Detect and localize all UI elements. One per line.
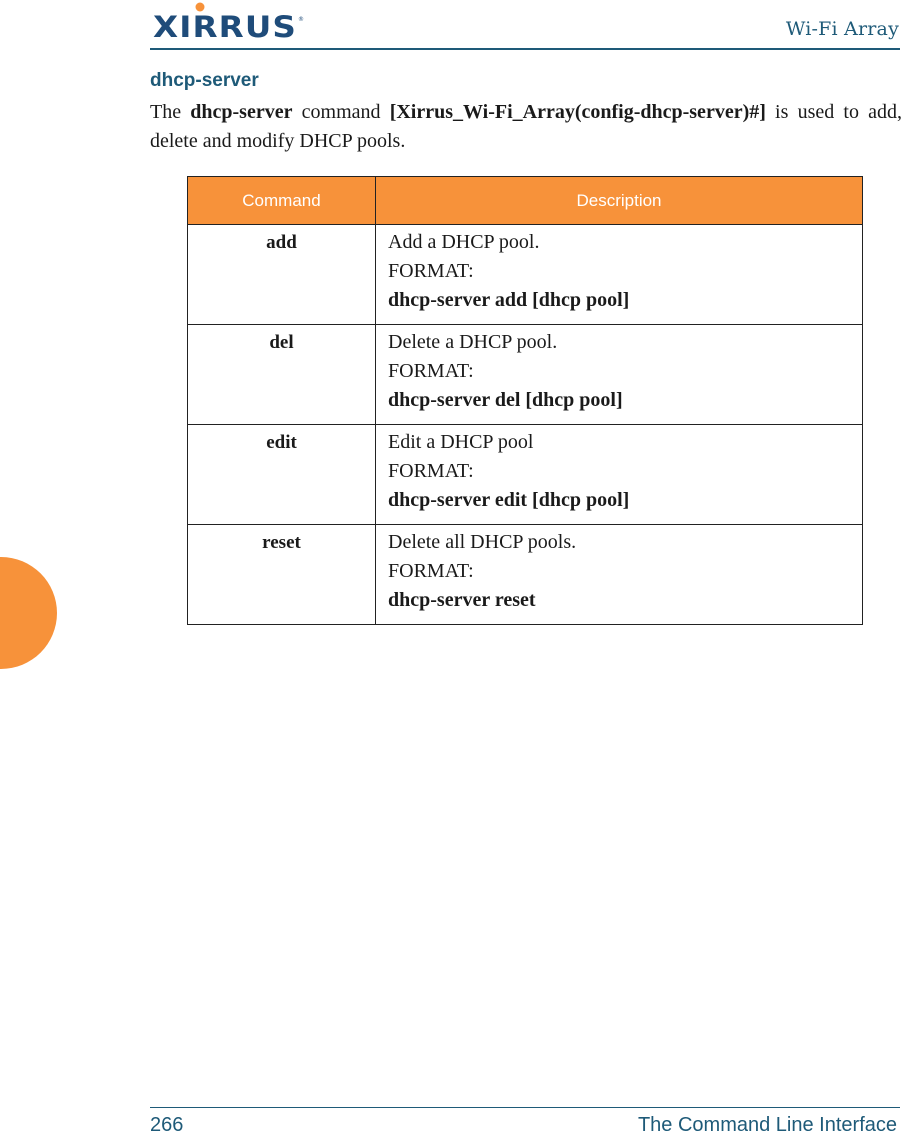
format-label: FORMAT: [388,560,474,582]
intro-paragraph [150,98,902,156]
svg-text:®: ® [298,16,304,23]
table-header-row [188,177,863,225]
table-row [188,325,863,425]
intro-command-name: dhcp-server [190,101,293,123]
description-text: Delete all DHCP pools. [388,531,577,553]
description-text: Add a DHCP pool. [388,231,540,253]
command-table [187,176,863,625]
command-syntax: dhcp-server add [dhcp pool] [388,289,630,311]
command-syntax: dhcp-server del [dhcp pool] [388,389,623,411]
footer-divider [150,1107,900,1108]
command-syntax: dhcp-server edit [dhcp pool] [388,489,630,511]
command-cell: add [188,225,376,325]
description-cell [376,525,863,625]
description-cell [376,425,863,525]
format-label: FORMAT: [388,260,474,282]
intro-text: The [150,101,191,123]
command-cell: del [188,325,376,425]
format-label: FORMAT: [388,360,474,382]
intro-command-prompt: [Xirrus_Wi-Fi_Array(config-dhcp-server)#] [389,101,766,123]
column-header-description: Description [376,177,863,225]
table-row [188,225,863,325]
command-cell: reset [188,525,376,625]
section-heading: dhcp-server [150,70,259,91]
description-cell [376,225,863,325]
command-syntax: dhcp-server reset [388,589,536,611]
svg-text:XIRRUS: XIRRUS [153,10,297,44]
command-cell: edit [188,425,376,525]
xirrus-logo [153,2,304,44]
header-divider [150,48,900,50]
intro-text: command [292,101,390,123]
format-label: FORMAT: [388,460,474,482]
description-cell [376,325,863,425]
intro-text: is used to add, delete and modify DHCP pools. [150,101,902,152]
table-row [188,525,863,625]
column-header-command: Command [188,177,376,225]
chapter-tab-marker [0,557,57,669]
description-text: Edit a DHCP pool [388,431,534,453]
chapter-title: The Command Line Interface [637,1114,897,1136]
running-head: Wi-Fi Array [785,18,899,40]
description-text: Delete a DHCP pool. [388,331,558,353]
table-row [188,425,863,525]
page-number: 266 [150,1114,184,1136]
